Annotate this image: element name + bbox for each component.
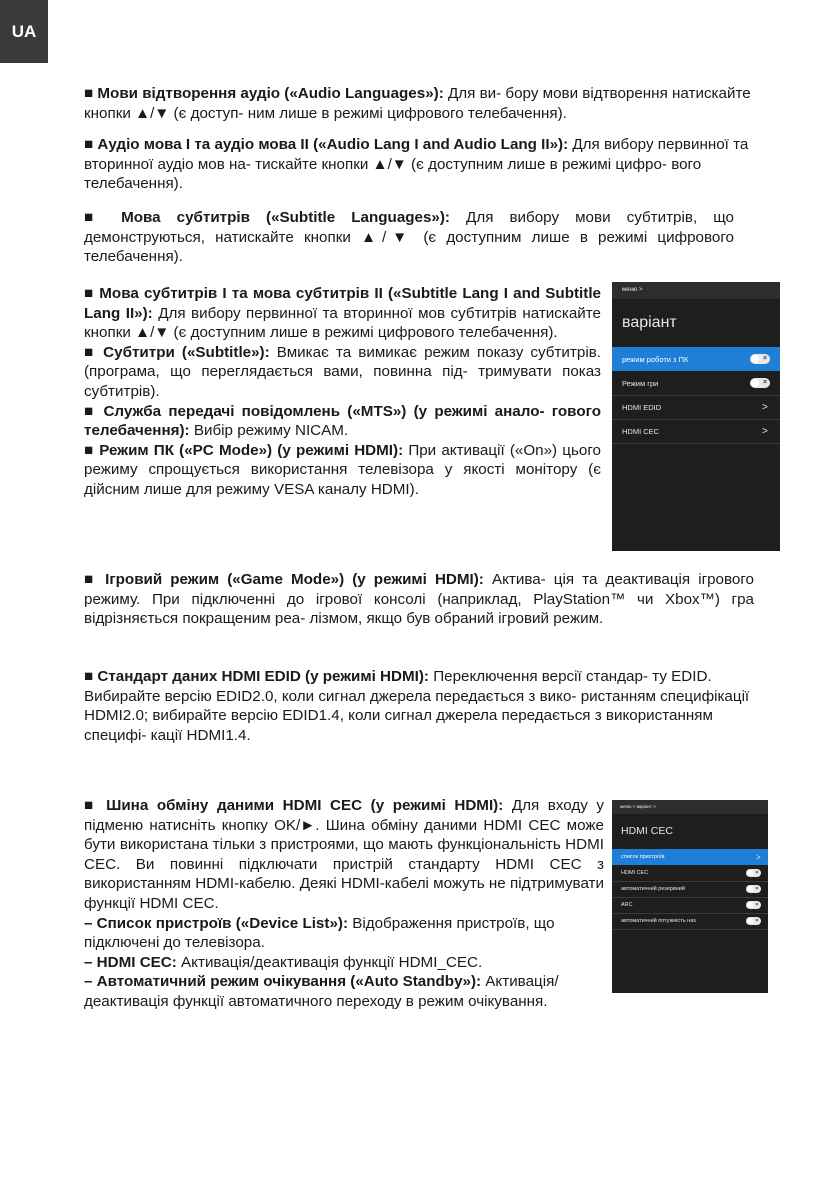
paragraph-audio-languages	[84, 84, 784, 123]
heading-subtitle: ■ Субтитри («Subtitle»):	[84, 343, 270, 361]
menu-item-hdmi-edid[interactable]	[612, 395, 780, 420]
toggle-off-icon: ×	[755, 886, 759, 892]
toggle-off-icon: ×	[755, 870, 759, 876]
chevron-right-icon: >	[756, 852, 761, 862]
tv-menu-option-screenshot	[612, 282, 780, 551]
text-block-hdmi-cec	[84, 796, 604, 914]
item-auto-standby	[84, 972, 604, 1011]
language-badge: UA	[0, 0, 48, 63]
toggle-off-icon: ×	[755, 902, 759, 908]
chevron-right-icon: >	[762, 401, 768, 413]
menu-title: HDMI CEC	[621, 825, 673, 837]
heading-device-list: – Список пристроїв («Device List»):	[84, 914, 349, 932]
text-hdmi-cec: Для входу у підменю натисніть кнопку OK/►. Шина обміну даними HDMI CEC може бути використана тільки з пристроями, що мають функціональність HDMI CEC. Ви повинні підключати пристрій стандарту HDMI CEC з використанням HDMI-кабелю. Деякі HDMI-кабелі можуть не підтримувати функції HDMI CEC.	[84, 797, 605, 912]
paragraph-subtitle-languages	[84, 208, 734, 267]
text-subtitle: Вмикає та вимикає режим показу субтитрів. (програма, що переглядається вами, повинна під- тримувати показ субтитрів).	[84, 343, 601, 400]
menu-item-arc[interactable]	[612, 897, 768, 914]
heading-hdmi-cec-item: – HDMI CEC:	[84, 953, 177, 971]
toggle-off-icon: ×	[755, 918, 759, 924]
paragraph-hdmi-edid	[84, 667, 754, 745]
text-audio-lang-1-2: Для вибору первинної та вторинної аудіо мов на- тискайте кнопки ▲/▼ (є доступним лише в режимі цифро- вого телебачення).	[84, 136, 749, 193]
menu-item-label: список пристроїв	[621, 854, 665, 860]
text-audio-languages: Для ви- бору мови відтворення натискайте кнопки ▲/▼ (є доступ- ним лише в режимі цифрового телебачення).	[84, 85, 751, 122]
arc-toggle[interactable]	[746, 901, 761, 909]
heading-audio-lang-1-2: ■ Аудіо мова I та аудіо мова II («Audio Lang I and Audio Lang II»):	[84, 136, 569, 153]
toggle-knob	[751, 379, 759, 387]
menu-item-hdmi-cec[interactable]	[612, 865, 768, 882]
paragraph-block-subtitles-pc	[84, 284, 601, 500]
menu-item-label: HDMI CEC	[622, 426, 660, 436]
menu-item-auto-standby[interactable]	[612, 881, 768, 898]
menu-item-pc-mode[interactable]	[612, 347, 780, 371]
heading-subtitle-languages: ■ Мова субтитрів («Subtitle Languages»):	[84, 209, 450, 226]
menu-breadcrumb: меню > варіант >	[612, 800, 768, 814]
toggle-off-icon: ×	[762, 355, 768, 362]
pc-mode-toggle[interactable]	[750, 354, 770, 364]
text-subtitle-lang-1-2: Для вибору первинної та вторинної мов субтитрів натискайте кнопки ▲/▼ (є доступним лише в режимі цифрового телебачення).	[84, 304, 601, 342]
item-hdmi-cec-toggle	[84, 953, 604, 973]
text-auto-standby: Активація/деактивація функції автоматичного переходу в режим очікування.	[84, 973, 559, 1010]
menu-item-label: автоматичний резервний	[621, 886, 685, 892]
paragraph-block-hdmi-cec	[84, 796, 604, 1012]
text-hdmi-edid: Переключення версії стандар- ту EDID. Вибирайте версію EDID2.0, коли сигнал джерела передається з вико- ристанням специфікації HDMI2.0; вибирайте версію EDID1.4, коли сигнал джерела передається з використанням специфі- кації HDMI1.4.	[84, 668, 750, 744]
heading-auto-standby: – Автоматичний режим очікування («Auto Standby»):	[84, 973, 482, 991]
menu-item-device-list[interactable]	[612, 849, 768, 865]
auto-standby-toggle[interactable]	[746, 885, 761, 893]
menu-title: варіант	[622, 314, 677, 331]
menu-item-hdmi-cec[interactable]	[612, 419, 780, 444]
tv-menu-hdmi-cec-screenshot	[612, 800, 768, 993]
paragraph-audio-lang-1-2	[84, 135, 774, 194]
text-subtitle-languages: Для вибору мови субтитрів, що демонструються, натискайте кнопки ▲/▼ (є доступним лише в режимі цифрового телебачення).	[84, 209, 734, 266]
text-device-list: Відображення пристроїв, що підключені до телевізора.	[84, 914, 555, 952]
heading-game-mode: ■ Ігровий режим («Game Mode») (у режимі HDMI):	[84, 571, 484, 588]
text-pc-mode: При активації («On») цього режиму спрощується використання телевізора у якості монітору (є дійсним лише для режиму VESA каналу HDMI).	[84, 441, 601, 498]
heading-pc-mode: ■ Режим ПК («PC Mode») (у режимі HDMI):	[84, 441, 404, 459]
text-hdmi-cec-item: Активація/деактивація функції HDMI_CEC.	[176, 953, 483, 971]
text-mts: Вибір режиму NICAM.	[189, 422, 349, 440]
heading-subtitle-lang-1-2: ■ Мова субтитрів I та мова субтитрів II («Subtitle Lang I and Subtitle Lang II»):	[84, 285, 601, 322]
game-mode-toggle[interactable]	[750, 378, 770, 388]
item-device-list	[84, 914, 604, 953]
menu-item-label: режим роботи з ПК	[622, 354, 689, 364]
toggle-off-icon: ×	[762, 379, 768, 386]
heading-hdmi-cec: ■ Шина обміну даними HDMI CEC (у режимі HDMI):	[84, 797, 504, 814]
menu-item-label: ARC	[621, 902, 633, 908]
toggle-knob	[751, 355, 759, 363]
heading-audio-languages: ■ Мови відтворення аудіо («Audio Languages»):	[84, 85, 444, 102]
menu-breadcrumb: меню >	[612, 282, 780, 299]
auto-power-toggle[interactable]	[746, 917, 761, 925]
heading-hdmi-edid: ■ Стандарт даних HDMI EDID (у режимі HDMI):	[84, 668, 429, 685]
menu-item-label: Режим гри	[622, 378, 659, 388]
paragraph-game-mode	[84, 570, 754, 629]
text-game-mode: Актива- ція та деактивація ігрового режиму. При підключенні до ігрової консолі (наприклад, PlayStation™ чи Xbox™) гра відрізняється покращеним реа- лізмом, якщо був обраний ігровий режим.	[84, 571, 754, 628]
menu-item-label: автоматичний потужність наз	[621, 918, 696, 924]
menu-item-auto-power[interactable]	[612, 913, 768, 930]
menu-item-label: HDMI EDID	[622, 402, 662, 412]
chevron-right-icon: >	[762, 425, 768, 437]
hdmi-cec-toggle[interactable]	[746, 869, 761, 877]
menu-item-game-mode[interactable]	[612, 371, 780, 396]
heading-mts: ■ Служба передачі повідомлень («MTS») (у режимі анало- гового телебачення):	[84, 402, 601, 440]
menu-item-label: HDMI CEC	[621, 870, 649, 876]
